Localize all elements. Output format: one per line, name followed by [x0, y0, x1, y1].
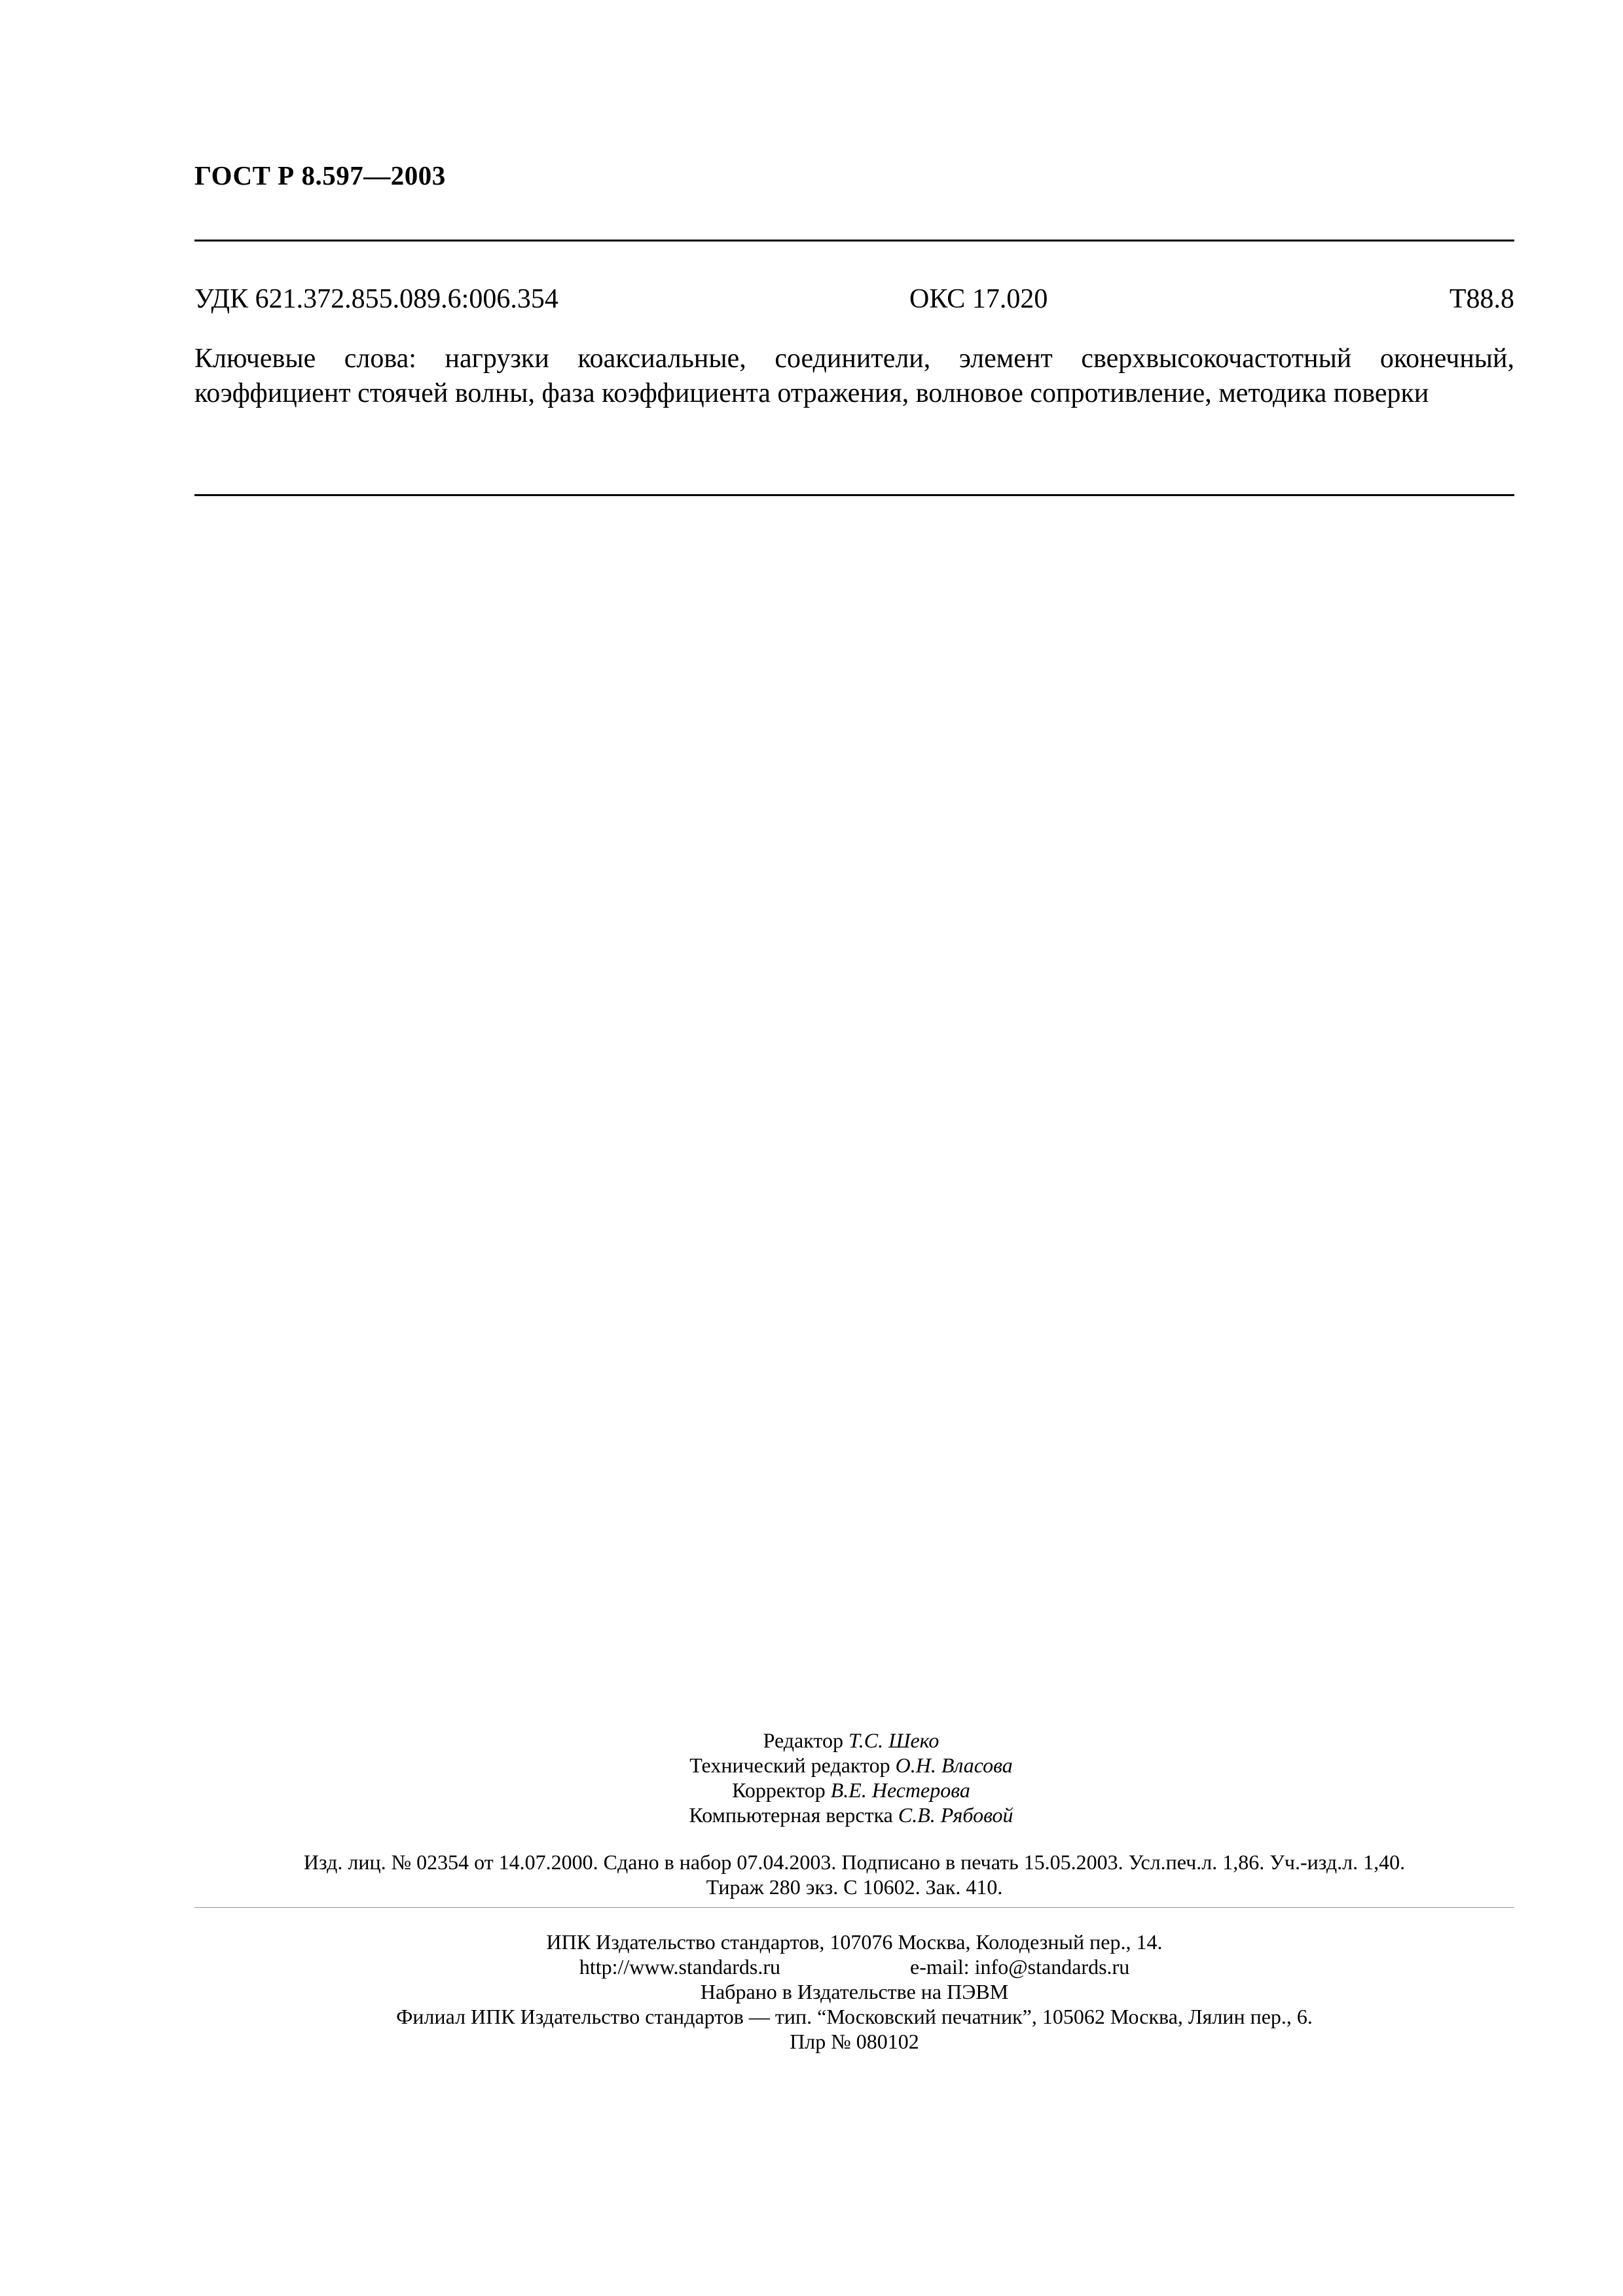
- keywords-paragraph: Ключевые слова: нагрузки коаксиальные, соединители, элемент сверхвысокочастотный оконечный, коэффициент стоячей волны, фаза коэффициента отражения, волновое сопротивление, методика поверки: [194, 344, 1514, 408]
- imprint-line-1: Изд. лиц. № 02354 от 14.07.2000. Сдано в набор 07.04.2003. Подписано в печать 15.05.2003. Усл.печ.л. 1,86. Уч.-изд.л. 1,40.: [303, 1850, 1406, 1874]
- document-code: ГОСТ Р 8.597—2003: [194, 160, 446, 190]
- classification-row: [194, 283, 1514, 320]
- imprint-divider: [194, 1907, 1514, 1908]
- publisher-email: e-mail: info@standards.ru: [910, 1955, 1130, 1979]
- imprint-block: [194, 1850, 1514, 1899]
- publisher-typeset-note: Набрано в Издательстве на ПЭВМ: [700, 1980, 1009, 2003]
- credit-tech-editor: [458, 1753, 1244, 1778]
- t-code: Т88.8: [1449, 284, 1514, 314]
- credit-tech-editor-label: Технический редактор: [689, 1753, 890, 1777]
- credit-tech-editor-name: О.Н. Власова: [895, 1753, 1013, 1777]
- publisher-address: ИПК Издательство стандартов, 107076 Москва, Колодезный пер., 14.: [546, 1930, 1163, 1954]
- imprint-line-2: Тираж 280 экз. С 10602. Зак. 410.: [706, 1875, 1003, 1899]
- credit-editor-label: Редактор: [763, 1729, 843, 1752]
- credits-block: [458, 1728, 1244, 1827]
- credit-corrector: [458, 1778, 1244, 1803]
- credit-layout-label: Компьютерная верстка: [689, 1803, 893, 1827]
- top-divider: [194, 240, 1514, 242]
- oks-code: ОКС 17.020: [909, 284, 1048, 314]
- credit-editor: [458, 1728, 1244, 1753]
- credit-layout-name: С.В. Рябовой: [898, 1803, 1013, 1827]
- credit-editor-name: Т.С. Шеко: [848, 1729, 939, 1752]
- credit-layout: [458, 1803, 1244, 1827]
- bottom-divider: [194, 494, 1514, 496]
- publisher-license: Плр № 080102: [790, 2030, 919, 2053]
- publisher-branch: Филиал ИПК Издательство стандартов — тип. “Московский печатник”, 105062 Москва, Лялин пер., 6.: [396, 2005, 1313, 2028]
- credit-corrector-name: В.Е. Нестерова: [830, 1778, 970, 1802]
- credit-corrector-label: Корректор: [732, 1778, 826, 1802]
- publisher-url: http://www.standards.ru: [579, 1955, 781, 1979]
- publisher-contacts: [194, 1954, 1514, 1979]
- publisher-block: [194, 1929, 1514, 2054]
- udk-code: УДК 621.372.855.089.6:006.354: [194, 284, 558, 314]
